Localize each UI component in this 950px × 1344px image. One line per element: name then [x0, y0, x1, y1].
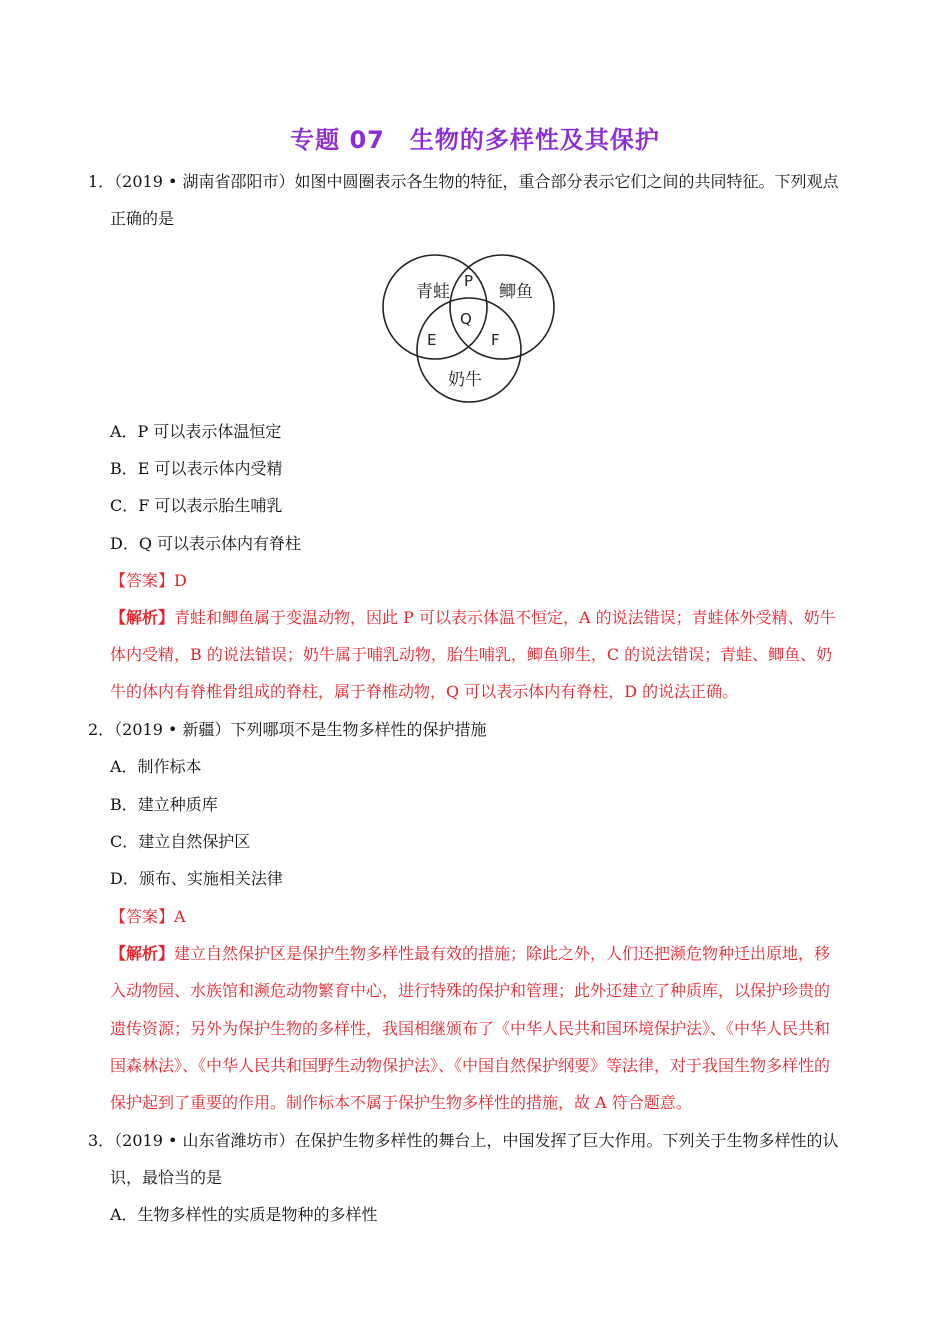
q1-option-c: C．F 可以表示胎生哺乳	[110, 496, 283, 515]
q1-option-b: B．E 可以表示体内受精	[110, 459, 283, 478]
q2-stem: 2．（2019 • 新疆）下列哪项不是生物多样性的保护措施	[88, 720, 487, 739]
q1-analysis-line-1	[110, 608, 836, 628]
q1-stem-line-2: 正确的是	[110, 209, 175, 228]
venn-label-f: F	[491, 331, 500, 349]
venn-label-p: P	[464, 272, 474, 290]
q2-analysis-line-3: 遗传资源；另外为保护生物的多样性，我国相继颁布了《中华人民共和国环境保护法》、《中华人民共和	[110, 1019, 831, 1038]
q2-answer: 【答案】A	[110, 907, 186, 926]
venn-diagram	[380, 250, 560, 405]
q2-analysis-line-2: 入动物园、水族馆和濒危动物繁育中心，进行特殊的保护和管理；此外还建立了种质库，以保护珍贵的	[110, 981, 831, 1000]
q2-option-a: A．制作标本	[110, 757, 202, 776]
q1-analysis-text-1: 青蛙和鲫鱼属于变温动物，因此 P 可以表示体温不恒定，A 的说法错误；青蛙体外受精、奶牛	[174, 608, 836, 627]
venn-label-cow: 奶牛	[448, 370, 482, 390]
q1-option-a: A．P 可以表示体温恒定	[110, 422, 282, 441]
venn-circle-crucian	[450, 255, 554, 359]
q2-analysis-line-4: 国森林法》、《中华人民共和国野生动物保护法》、《中国自然保护纲要》等法律，对于我国生物多样性的	[110, 1056, 831, 1075]
q1-analysis-line-2: 体内受精，B 的说法错误；奶牛属于哺乳动物，胎生哺乳，鲫鱼卵生，C 的说法错误；青蛙、鲫鱼、奶	[110, 645, 833, 664]
q1-analysis-tag: 【解析】	[110, 608, 175, 627]
q2-option-c: C．建立自然保护区	[110, 832, 251, 851]
q2-analysis-line-1	[110, 944, 830, 964]
q2-analysis-line-5: 保护起到了重要的作用。制作标本不属于保护生物多样性的措施，故 A 符合题意。	[110, 1093, 692, 1112]
q1-analysis-line-3: 牛的体内有脊椎骨组成的脊柱，属于脊椎动物，Q 可以表示体内有脊柱，D 的说法正确。	[110, 682, 739, 701]
q2-analysis-tag: 【解析】	[110, 944, 175, 963]
q3-stem-line-2: 识，最恰当的是	[110, 1168, 223, 1187]
q1-answer: 【答案】D	[110, 571, 187, 590]
q1-stem-line-1: 1．（2019 • 湖南省邵阳市）如图中圆圈表示各生物的特征，重合部分表示它们之间的共同特征。下列观点	[88, 172, 839, 191]
venn-label-q: Q	[460, 310, 472, 328]
q2-option-d: D．颁布、实施相关法律	[110, 869, 283, 888]
page-title: 专题 07 生物的多样性及其保护	[290, 126, 660, 154]
venn-label-e: E	[427, 331, 437, 349]
q1-option-d: D．Q 可以表示体内有脊柱	[110, 534, 302, 553]
q2-option-b: B．建立种质库	[110, 795, 218, 814]
q3-option-a: A．生物多样性的实质是物种的多样性	[110, 1205, 378, 1224]
venn-label-frog: 青蛙	[416, 282, 450, 302]
q3-stem-line-1: 3．（2019 • 山东省潍坊市）在保护生物多样性的舞台上，中国发挥了巨大作用。下列关于生物多样性的认	[88, 1131, 839, 1150]
q2-analysis-text-1: 建立自然保护区是保护生物多样性最有效的措施；除此之外，人们还把濒危物种迁出原地，移	[174, 944, 831, 963]
venn-label-crucian: 鲫鱼	[499, 282, 533, 302]
